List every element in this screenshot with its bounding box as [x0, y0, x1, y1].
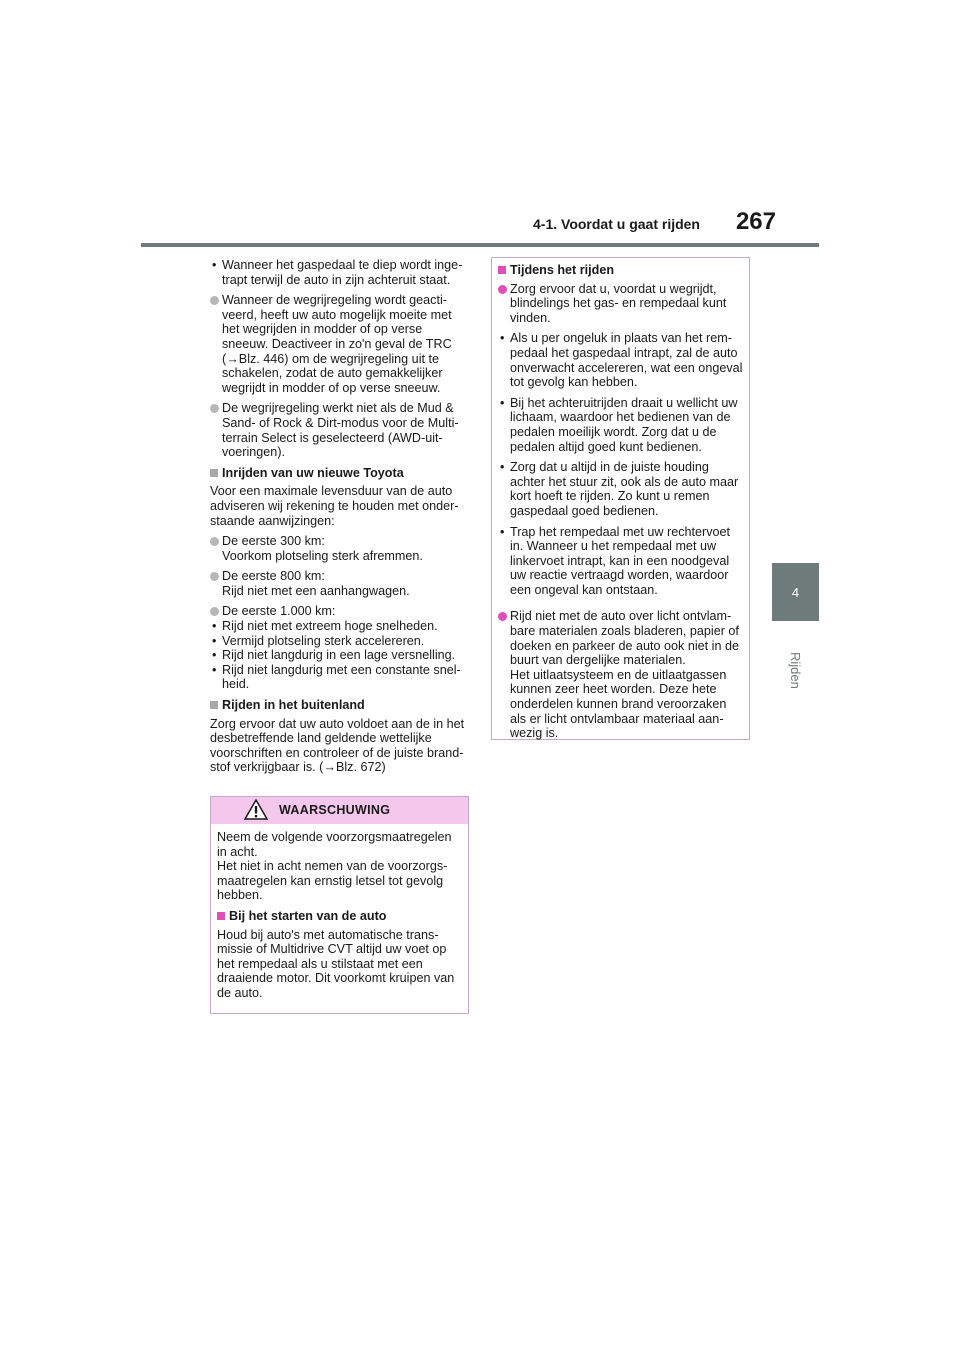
dash-bullet-icon: • [212, 648, 217, 663]
paragraph: Het niet in acht nemen van de voorzorgsmaatregelen kan ernstig letsel tot gevolg hebben. [217, 859, 448, 903]
page-number: 267 [735, 208, 776, 235]
list-item [210, 569, 468, 598]
paragraph: Neem de volgende voorzorgsmaatregelen in acht. [217, 830, 452, 859]
left-column [210, 258, 468, 781]
dash-bullet-icon: • [500, 460, 505, 475]
heading-text: Inrijden van uw nieuwe Toyota [222, 465, 404, 480]
square-marker-icon [210, 469, 218, 477]
header-rule [141, 243, 819, 247]
round-bullet-icon [210, 296, 219, 305]
square-marker-icon [217, 912, 225, 920]
round-bullet-icon [498, 612, 507, 621]
dash-bullet-icon: • [500, 331, 505, 346]
sub-item-text: Rijd niet met extreem hoge snelheden. [222, 619, 438, 634]
section-heading [210, 466, 468, 481]
list-item [498, 609, 743, 740]
sub-item-text: Vermijd plotseling sterk accelereren. [222, 633, 425, 648]
heading-text: Tijdens het rijden [510, 263, 615, 277]
heading-text: Bij het starten van de auto [229, 908, 387, 923]
list-item-text: Als u per ongeluk in plaats van het rempedaal het gaspedaal intrapt, zal de auto onverwacht accelereren, wat een ongeval tot gevolg kan hebben. [510, 331, 743, 390]
section-heading [210, 698, 468, 713]
paragraph: Voor een maximale levensduur van de auto adviseren wij rekening te houden met onderstaande aanwijzingen: [210, 484, 459, 528]
sub-list [210, 619, 468, 692]
sub-list-item [210, 634, 468, 649]
list-item-text: Rijd niet met de auto over licht ontvlambare materialen zoals bladeren, papier of doeken en parkeer de auto ook niet in de buurt van dergelijke materialen. [510, 609, 739, 668]
chapter-tab [772, 563, 819, 621]
warning-title: WAARSCHUWING [279, 803, 391, 817]
chapter-label: Rijden [788, 651, 803, 689]
dash-bullet-icon: • [500, 524, 505, 539]
warning-triangle-icon [244, 799, 268, 820]
paragraph: Houd bij auto's met automatische transmissie of Multidrive CVT altijd uw voet op het rempedaal als u stilstaat met een draaiende motor. Dit voorkomt kruipen van de auto. [217, 927, 455, 1000]
sub-list-item [210, 648, 468, 663]
list-item-text: Trap het rempedaal met uw rechtervoet in. Wanneer u het rempedaal met uw linkervoet intrapt, kan in een noodgeval uw reactie vertraagd worden, waardoor een ongeval kan ontstaan. [510, 524, 731, 597]
square-marker-icon [210, 701, 218, 709]
list-item-text: Rijd niet met een aanhangwagen. [222, 583, 410, 598]
sub-item-text: Rijd niet langdurig met een constante snelheid. [222, 662, 461, 692]
dash-bullet-icon: • [212, 619, 217, 634]
section-title: 4-1. Voordat u gaat rijden [533, 216, 700, 232]
warning-header [211, 797, 468, 824]
sub-list-item [210, 663, 468, 692]
list-item-text: Zorg ervoor dat u, voordat u wegrijdt, blindelings het gas- en rempedaal kunt vinden. [510, 281, 727, 325]
section-heading [217, 909, 462, 924]
list-item [210, 258, 468, 287]
list-item [498, 460, 743, 518]
list-item [210, 604, 468, 692]
round-bullet-icon [498, 285, 507, 294]
dash-bullet-icon: • [212, 633, 217, 648]
list-item-text: Het uitlaatsysteem en de uitlaatgassen kunnen zeer heet worden. Deze hete onderdelen kunnen brand veroorzaken als er licht ontvlambaar materiaal aanwezig is. [510, 667, 727, 741]
caution-box [491, 257, 750, 740]
dash-bullet-icon: • [500, 395, 505, 410]
list-item [498, 331, 743, 389]
list-item-text: Bij het achteruitrijden draait u wellicht uw lichaam, waardoor het bedienen van de pedalen moeilijk wordt. Zorg dat u de pedalen altijd goed kunt bedienen. [510, 395, 738, 454]
round-bullet-icon [210, 404, 219, 413]
heading-text: Rijden in het buitenland [222, 698, 365, 713]
list-item [498, 396, 743, 454]
list-item-text: Wanneer het gaspedaal te diep wordt ingetrapt terwijl de auto in zijn achteruit staat. [222, 258, 463, 287]
sub-list-item [210, 619, 468, 634]
square-marker-icon [498, 266, 506, 274]
list-item [498, 282, 743, 326]
warning-body [211, 824, 468, 1011]
paragraph: Zorg ervoor dat uw auto voldoet aan de in het desbetreffende land geldende wettelijke voorschriften en controleer of de juiste brandstof verkrijgbaar is. (→Blz. 672) [210, 716, 465, 775]
chapter-number: 4 [791, 584, 800, 600]
list-item-text: De eerste 300 km: [222, 534, 325, 549]
round-bullet-icon [210, 572, 219, 581]
dash-bullet-icon: • [212, 258, 217, 272]
list-item-text: Voorkom plotseling sterk afremmen. [222, 548, 423, 563]
round-bullet-icon [210, 537, 219, 546]
list-item-text: De eerste 800 km: [222, 569, 325, 584]
list-item-text: Zorg dat u altijd in de juiste houding achter het stuur zit, ook als de auto maar kort hoeft te rijden. Zo kunt u remen gaspedaal goed bedienen. [510, 460, 739, 518]
list-item-text: De wegrijregeling werkt niet als de Mud & Sand- of Rock & Dirt-modus voor de Multi-terrain Select is geselecteerd (AWD-uitvoeringen). [222, 401, 459, 460]
sub-item-text: Rijd niet langdurig in een lage versnelling. [222, 648, 456, 663]
list-item [210, 293, 468, 395]
section-heading [498, 263, 743, 278]
list-item-text: De eerste 1.000 km: [222, 604, 336, 619]
list-item [498, 525, 743, 598]
list-item [210, 534, 468, 563]
list-item-text: Wanneer de wegrijregeling wordt geactiveerd, heeft uw auto mogelijk moeite met het wegrijden in modder of op verse sneeuw. Deactiveer in zo'n geval de TRC (→Blz. 446) om de wegrijregeling uit te schakelen, zodat de auto gemakkelijker wegrijdt in modder of op verse sneeuw. [222, 293, 452, 395]
dash-bullet-icon: • [212, 662, 217, 677]
warning-box [210, 796, 469, 1014]
list-item [210, 401, 468, 459]
